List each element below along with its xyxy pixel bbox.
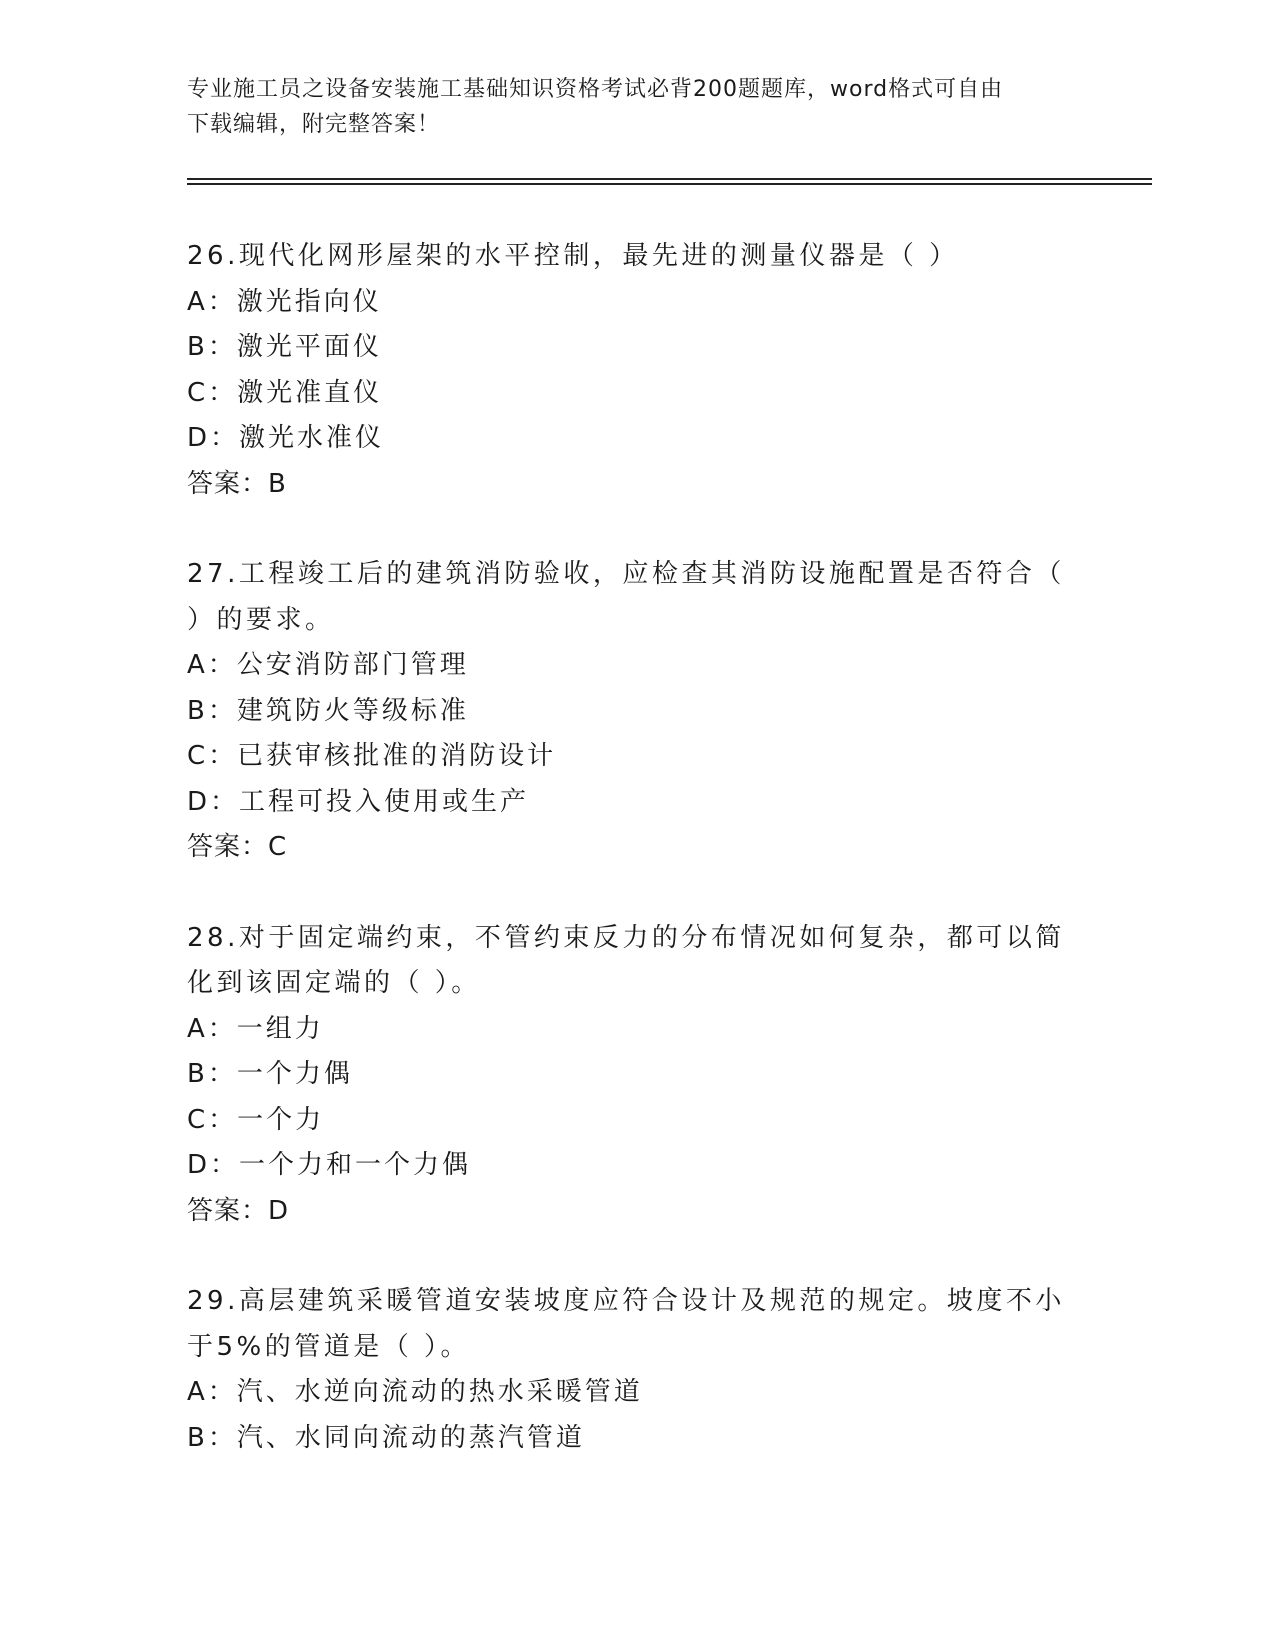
option-label: D： (187, 1150, 240, 1180)
option-text: 激光指向仪 (236, 286, 382, 317)
header-divider-bottom (187, 183, 1152, 185)
option-text: 建筑防火等级标准 (236, 695, 469, 726)
option-label: B： (187, 695, 237, 726)
option-d (187, 416, 1087, 462)
option-b (187, 1416, 1087, 1462)
header-line-1: 专业施工员之设备安装施工基础知识资格考试必背200题题库，word格式可自由 (187, 77, 1004, 102)
option-a (187, 1007, 1087, 1053)
option-label: A： (187, 650, 237, 680)
option-text: 激光水准仪 (239, 423, 385, 453)
question-stem: 27.工程竣工后的建筑消防验收，应检查其消防设施配置是否符合（ ）的要求。 (187, 559, 1065, 635)
option-a (187, 643, 1087, 689)
answer-line: 答案：C (187, 832, 288, 862)
option-label: B： (187, 1422, 237, 1453)
option-label: C： (187, 741, 238, 771)
option-label: C： (187, 377, 238, 408)
answer-line: 答案：B (187, 468, 287, 499)
option-text: 汽、水同向流动的蒸汽管道 (236, 1422, 585, 1453)
option-b (187, 689, 1087, 735)
question-stem: 28.对于固定端约束，不管约束反力的分布情况如何复杂，都可以简化到该固定端的（ ）。 (187, 922, 1065, 998)
option-text: 一个力 (237, 1104, 325, 1135)
document-header (187, 72, 1087, 142)
question-27 (187, 552, 1087, 871)
question-29 (187, 1279, 1087, 1461)
option-text: 工程可投入使用或生产 (239, 786, 530, 817)
option-c (187, 371, 1087, 417)
option-b (187, 1052, 1087, 1098)
question-stem: 29.高层建筑采暖管道安装坡度应符合设计及规范的规定。坡度不小于5%的管道是（ ）。 (187, 1286, 1065, 1362)
header-line-2: 下载编辑，附完整答案！ (187, 112, 441, 137)
option-b (187, 325, 1087, 371)
option-d (187, 780, 1087, 826)
question-26 (187, 234, 1087, 507)
option-text: 激光平面仪 (236, 332, 382, 362)
option-text: 公安消防部门管理 (236, 650, 469, 680)
question-stem: 26.现代化网形屋架的水平控制，最先进的测量仪器是（ ） (187, 241, 959, 271)
option-text: 汽、水逆向流动的热水采暖管道 (236, 1377, 643, 1407)
option-text: 激光准直仪 (237, 377, 383, 408)
question-list (187, 234, 1087, 1506)
option-c (187, 734, 1087, 780)
option-label: A： (187, 286, 237, 317)
option-label: D： (187, 423, 240, 453)
option-text: 一个力偶 (236, 1059, 353, 1089)
option-label: D： (187, 786, 240, 817)
option-text: 一个力和一个力偶 (239, 1150, 472, 1180)
option-label: A： (187, 1377, 237, 1407)
option-text: 一组力 (236, 1013, 324, 1044)
question-28 (187, 916, 1087, 1235)
option-c (187, 1098, 1087, 1144)
option-a (187, 1370, 1087, 1416)
option-label: C： (187, 1104, 238, 1135)
option-label: B： (187, 1059, 237, 1089)
option-label: A： (187, 1013, 237, 1044)
option-a (187, 280, 1087, 326)
answer-line: 答案：D (187, 1195, 290, 1226)
option-d (187, 1143, 1087, 1189)
option-text: 已获审核批准的消防设计 (237, 741, 557, 771)
header-divider-top (187, 178, 1152, 180)
option-label: B： (187, 332, 237, 362)
